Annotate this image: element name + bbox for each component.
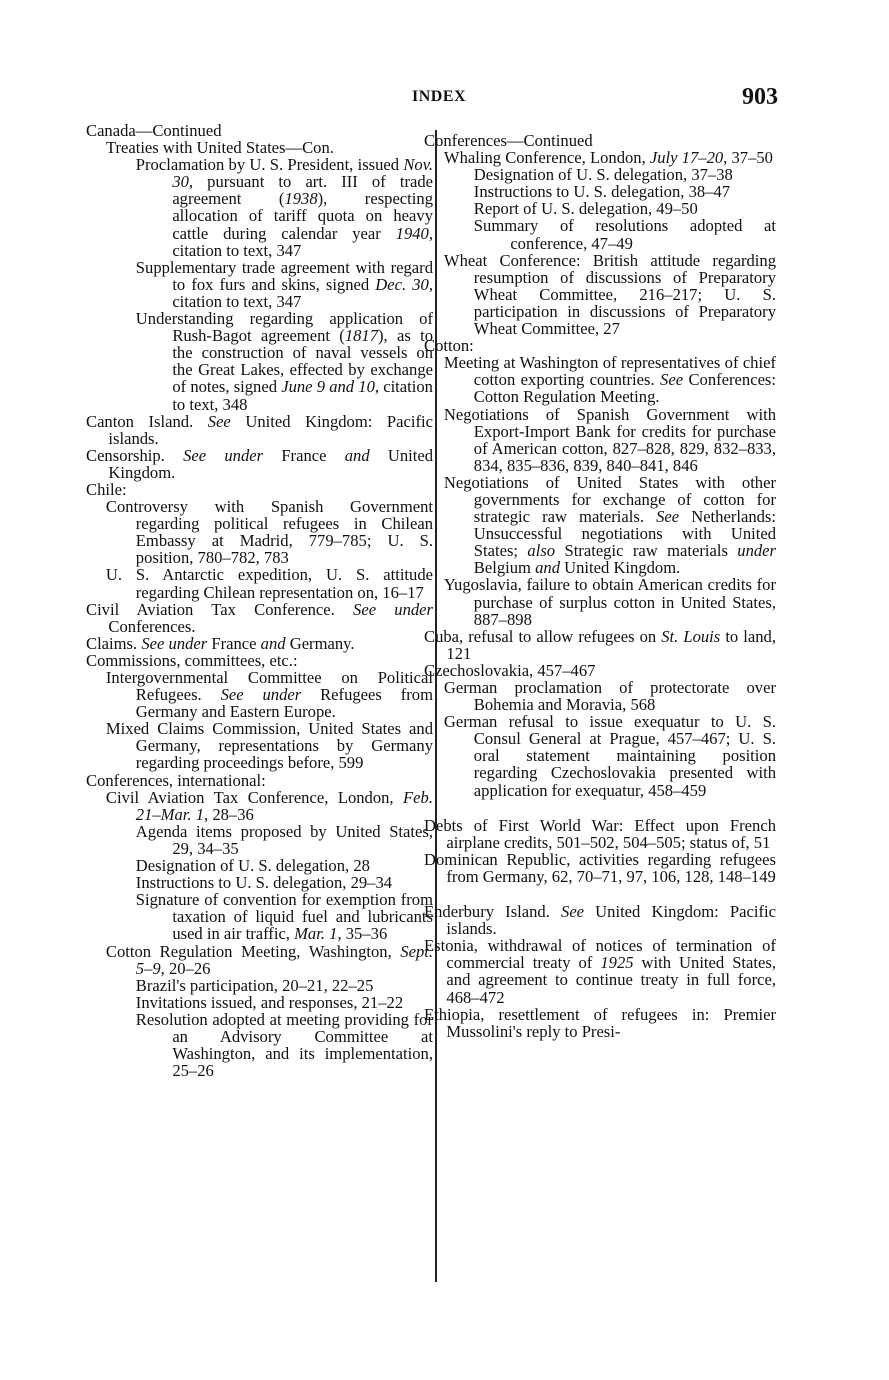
index-entry: Signature of convention for exemption from taxation of liquid fuel and lubricants used in air traffic, Mar. 1, 35–36 xyxy=(135,890,433,944)
index-entry: Supplementary trade agreement with regard to fox furs and skins, signed Dec. 30, citation to text, 347 xyxy=(135,257,433,311)
index-entry: Czechoslovakia, 457–467 xyxy=(424,660,596,680)
index-entry: Commissions, committees, etc.: xyxy=(86,650,298,670)
index-column-right xyxy=(424,132,776,1040)
index-entry: Debts of First World War: Effect upon French airplane credits, 501–502, 504–505; status of, 51 xyxy=(424,815,776,852)
index-entry: Chile: xyxy=(86,479,127,499)
index-entry: Cotton Regulation Meeting, Washington, Sept. 5–9, 20–26 xyxy=(105,941,433,978)
index-entry: Report of U. S. delegation, 49–50 xyxy=(473,199,698,219)
index-entry: Dominican Republic, activities regarding refugees from Germany, 62, 70–71, 97, 106, 128, 148–149 xyxy=(424,849,776,886)
index-entry: U. S. Antarctic expedition, U. S. attitude regarding Chilean representation on, 16–17 xyxy=(105,565,433,602)
index-entry: Instructions to U. S. delegation, 29–34 xyxy=(135,873,393,893)
index-entry: Censorship. See under France and United Kingdom. xyxy=(86,445,434,482)
index-entry: German proclamation of protectorate over Bohemia and Moravia, 568 xyxy=(443,678,776,715)
index-entry: Negotiations of United States with other governments for exchange of cotton for strategic raw materials. See Netherlands: Unsuccessful negotiations with United States; also Strategic raw materials under Belgium and United Kingdom. xyxy=(443,472,776,578)
index-entry: Agenda items proposed by United States, 29, 34–35 xyxy=(135,821,433,858)
index-column-left xyxy=(86,122,433,1079)
index-entry: Controversy with Spanish Government regarding political refugees in Chilean Embassy at Madrid, 779–785; U. S. position, 780–782, 783 xyxy=(105,497,433,568)
index-entry: Conferences, international: xyxy=(86,770,266,790)
page-header xyxy=(0,86,889,126)
index-entry: Yugoslavia, failure to obtain American credits for purchase of surplus cotton in United States, 887–898 xyxy=(443,575,776,629)
index-entry: Claims. See under France and Germany. xyxy=(86,633,355,653)
index-entry: Treaties with United States—Con. xyxy=(105,138,334,158)
index-entry: Enderbury Island. See United Kingdom: Pacific islands. xyxy=(424,902,776,939)
index-entry: Meeting at Washington of representatives of chief cotton exporting countries. See Conferences: Cotton Regulation Meeting. xyxy=(443,353,776,407)
index-entry: Estonia, withdrawal of notices of termination of commercial treaty of 1925 with United States, and agreement to continue treaty in full force, 468–472 xyxy=(424,936,776,1007)
index-entry: Brazil's participation, 20–21, 22–25 xyxy=(135,975,374,995)
index-entry: Invitations issued, and responses, 21–22 xyxy=(135,992,404,1012)
index-entry: Ethiopia, resettlement of refugees in: Premier Mussolini's reply to Presi- xyxy=(424,1004,776,1041)
index-entry: Negotiations of Spanish Government with Export-Import Bank for credits for purchase of American cotton, 827–828, 829, 832–833, 834, 835–836, 839, 840–841, 846 xyxy=(443,404,776,475)
index-entry: Wheat Conference: British attitude regarding resumption of discussions of Preparatory Wheat Committee, 216–217; U. S. participation in discussions of Preparatory Wheat Committee, 27 xyxy=(443,250,776,339)
index-entry: Cotton: xyxy=(424,336,474,356)
index-entry: Canada—Continued xyxy=(86,121,222,140)
index-entry: Instructions to U. S. delegation, 38–47 xyxy=(473,182,731,202)
index-entry: Understanding regarding application of Rush-Bagot agreement (1817), as to the construction of naval vessels on the Great Lakes, effected by exchange of notes, signed June 9 and 10, citation to text, 348 xyxy=(135,309,433,414)
index-entry: Summary of resolutions adopted at conference, 47–49 xyxy=(473,216,776,253)
index-entry: Proclamation by U. S. President, issued Nov. 30, pursuant to art. III of trade agreement (1938), respecting allocation of tariff quota on heavy cattle during calendar year 1940, citation to text, 347 xyxy=(135,155,433,260)
index-entry: German refusal to issue exequatur to U. S. Consul General at Prague, 457–467; U. S. oral statement maintaining position regarding Czechoslovakia presented with application for exequatur, 458–459 xyxy=(443,712,776,800)
index-entry: Cuba, refusal to allow refugees on St. Louis to land, 121 xyxy=(424,626,777,663)
index-entry: Designation of U. S. delegation, 37–38 xyxy=(473,165,733,185)
index-entry: Mixed Claims Commission, United States and Germany, representations by Germany regarding proceedings before, 599 xyxy=(105,719,433,773)
index-entry: Intergovernmental Committee on Political Refugees. See under Refugees from Germany and Eastern Europe. xyxy=(105,668,434,722)
index-entry: Designation of U. S. delegation, 28 xyxy=(135,856,370,876)
index-entry: Resolution adopted at meeting providing for an Advisory Committee at Washington, and its implementation, 25–26 xyxy=(135,1009,433,1081)
index-entry: Civil Aviation Tax Conference, London, Feb. 21–Mar. 1, 28–36 xyxy=(105,787,433,824)
page-number: 903 xyxy=(742,84,778,110)
index-entry: Civil Aviation Tax Conference. See under Conferences. xyxy=(86,599,434,636)
index-entry: Whaling Conference, London, July 17–20, 37–50 xyxy=(443,148,773,168)
running-head: INDEX xyxy=(412,88,467,105)
index-entry: Conferences—Continued xyxy=(424,131,593,150)
index-entry: Canton Island. See United Kingdom: Pacific islands. xyxy=(86,411,434,448)
